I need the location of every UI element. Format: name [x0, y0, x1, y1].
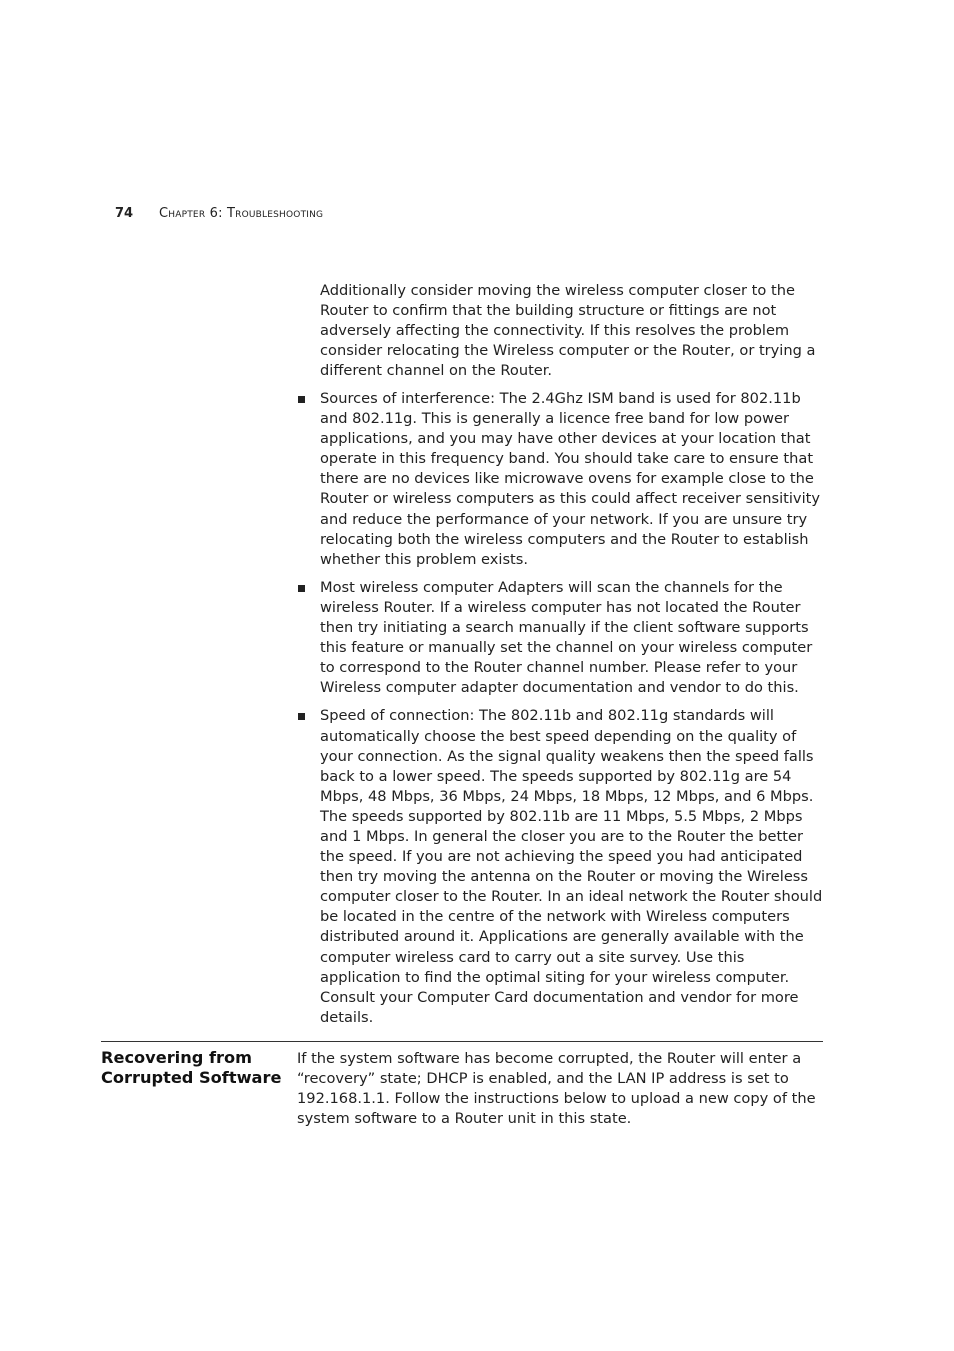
square-bullet-icon	[298, 396, 305, 403]
section-divider	[101, 1041, 823, 1042]
bullet-text: Speed of connection: The 802.11b and 802.11g standards will automatically choose the best speed depending on the quality of your connection. As the signal quality weakens then the speed falls back to a lower speed. The speeds supported by 802.11g are 54 Mbps, 48 Mbps, 36 Mbps, 24 Mbps, 18 Mbps, 12 Mbps, and 6 Mbps. The speeds supported by 802.11b are 11 Mbps, 5.5 Mbps, 2 Mbps and 1 Mbps. In general the closer you are to the Router the better the speed. If you are not achieving the speed you had anticipated then try moving the antenna on the Router or moving the Wireless computer closer to the Router. In an ideal network the Router should be located in the centre of the network with Wireless computers distributed around it. Applications are generally available with the computer wireless card to carry out a site survey. Use this application to find the optimal siting for your wireless computer. Consult your Computer Card documentation and vendor for more details.	[320, 707, 823, 1026]
square-bullet-icon	[298, 585, 305, 592]
section-heading: Recovering from Corrupted Software	[101, 1048, 282, 1088]
bullet-text: Sources of interference: The 2.4Ghz ISM band is used for 802.11b and 802.11g. This is generally a licence free band for low power applications, and you may have other devices at your location that operate in this frequency band. You should take care to ensure that there are no devices like microwave ovens for example close to the Router or wireless computers as this could affect receiver sensitivity and reduce the performance of your network. If you are unsure try relocating both the wireless computers and the Router to establish whether this problem exists.	[320, 390, 820, 568]
chapter-title: Chapter 6: Troubleshooting	[159, 206, 324, 221]
page-number: 74	[115, 206, 134, 221]
bullet-item-interference	[296, 389, 826, 570]
bullet-item-connection-speed	[296, 706, 826, 1028]
bullet-item-channel-scan	[296, 578, 826, 699]
page-header	[115, 206, 323, 222]
intro-paragraph: Additionally consider moving the wireless computer closer to the Router to confirm that the building structure or fittings are not adversely affecting the connectivity. If this resolves the problem consider relocating the Wireless computer or the Router, or trying a different channel on the Router.	[320, 282, 816, 380]
square-bullet-icon	[298, 713, 305, 720]
troubleshooting-bullet-list	[296, 389, 826, 1036]
bullet-text: Most wireless computer Adapters will scan the channels for the wireless Router. If a wireless computer has not located the Router then try initiating a search manually if the client software supports this feature or manually set the channel on your wireless computer to correspond to the Router channel number. Please refer to your Wireless computer adapter documentation and vendor to do this.	[320, 578, 813, 697]
section-paragraph: If the system software has become corrupted, the Router will enter a “recovery” state; DHCP is enabled, and the LAN IP address is set to 192.168.1.1. Follow the instructions below to upload a new copy of the system software to a Router unit in this state.	[297, 1050, 816, 1128]
